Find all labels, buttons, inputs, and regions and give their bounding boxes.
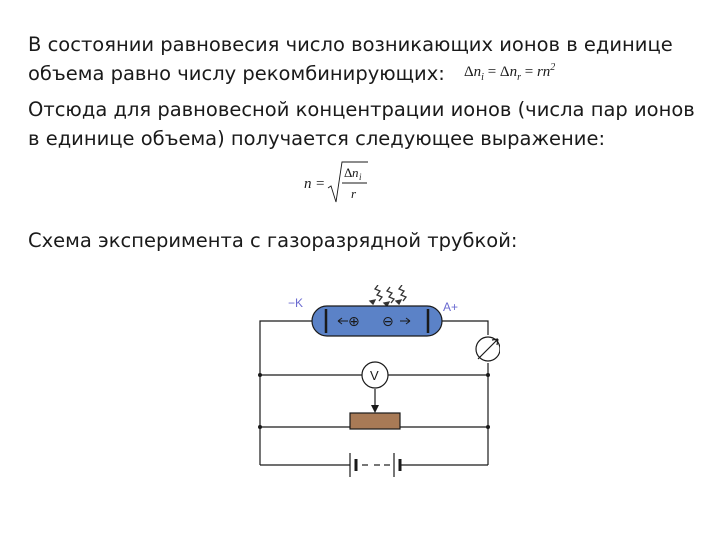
negative-ion-symbol: ⊖ — [382, 314, 394, 330]
rheostat-slider-arrow — [371, 405, 379, 413]
voltmeter-label: V — [370, 368, 379, 383]
eq1-n-3: n — [542, 64, 551, 80]
paragraph-1-line-2: объема равно числу рекомбинирующих: — [28, 62, 445, 85]
battery-icon — [350, 453, 400, 477]
eq1-delta-2: Δ — [499, 64, 510, 80]
concentration-formula — [300, 160, 380, 206]
paragraph-2-line-2: в единице объема) получается следующее выражение: — [28, 127, 606, 150]
eq2-lhs-n: n — [304, 176, 312, 192]
rheostat — [350, 413, 400, 429]
eq1-equals-2: = — [524, 64, 534, 80]
paragraph-1-line-1: В состоянии равновесия число возникающих ионов в единице — [28, 33, 673, 56]
eq2-num-n: n — [352, 165, 359, 180]
eq1-sub-r: r — [517, 72, 521, 83]
eq2-num-sub: i — [359, 172, 362, 182]
eq1-sub-i: i — [481, 72, 484, 83]
ionizing-radiation-arrows — [370, 285, 406, 306]
circuit-wires — [260, 321, 488, 465]
eq1-sup-2: 2 — [550, 62, 556, 73]
equilibrium-equation — [464, 62, 555, 83]
paragraph-2-line-1: Отсюда для равновесной концентрации ионов (числа пар ионов — [28, 98, 695, 121]
positive-ion-symbol: ⊕ — [348, 314, 360, 330]
eq2-denominator: r — [351, 186, 357, 201]
discharge-tube — [312, 306, 442, 336]
paragraph-3: Схема эксперимента с газоразрядной трубкой: — [28, 229, 518, 252]
eq1-n-2: n — [509, 64, 518, 80]
eq1-n-1: n — [473, 64, 482, 80]
cathode-label: −K — [288, 296, 304, 310]
anode-label: A+ — [443, 300, 459, 314]
eq2-num-delta: Δ — [344, 165, 353, 180]
eq1-r: r — [536, 64, 543, 80]
eq2-equals: = — [316, 176, 325, 192]
eq1-delta-1: Δ — [464, 64, 474, 80]
gas-discharge-circuit — [250, 285, 500, 485]
eq1-equals-1: = — [487, 64, 497, 80]
